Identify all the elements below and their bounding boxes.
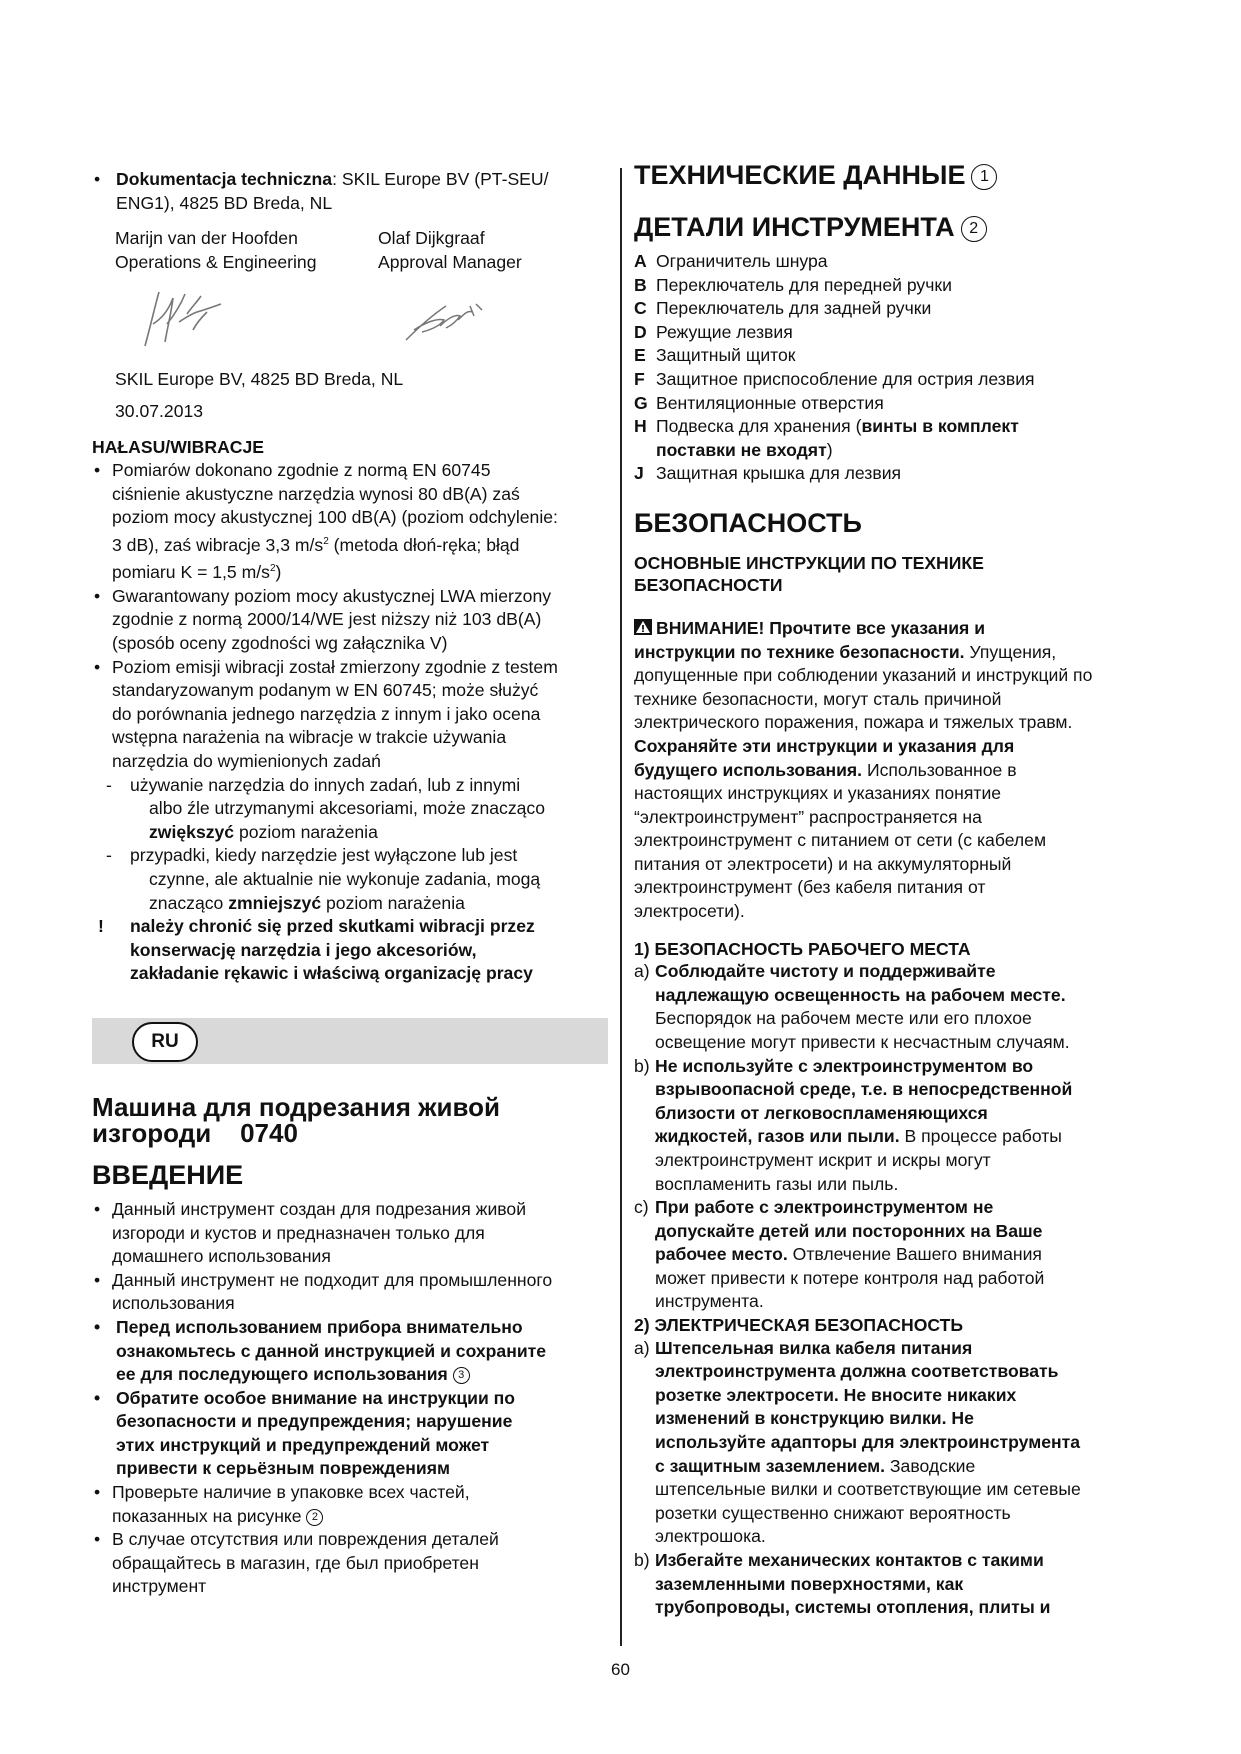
text-line: ознакомьтесь с данной инструкцией и сохраните bbox=[116, 1340, 547, 1361]
bold-text: винты в комплект bbox=[861, 416, 1019, 437]
text-line: (metoda dłoń-ręka; błąd bbox=[328, 534, 520, 555]
part-item bbox=[634, 297, 1154, 321]
text-line: В процессе работы bbox=[899, 1126, 1062, 1147]
text-line: zgodnie z normą 2000/14/WE jest niższy niż 103 dB(A) bbox=[112, 609, 542, 630]
text-line: использования bbox=[112, 1293, 235, 1314]
text-line: розетке электросети. Не вносите никаких bbox=[655, 1384, 1017, 1405]
language-header-bar bbox=[92, 1018, 608, 1064]
text-line: изгороди и кустов и предназначен только для bbox=[112, 1222, 485, 1243]
part-text: Переключатель для задней ручки bbox=[656, 298, 932, 319]
figure-ref-1: 1 bbox=[971, 164, 997, 190]
signatory-1-title: Operations & Engineering bbox=[115, 251, 317, 272]
warning-paragraph bbox=[634, 617, 1154, 924]
part-text: Режущие лезвия bbox=[656, 321, 793, 342]
text-line: показанных на рисунке bbox=[112, 1505, 302, 1526]
text-line: Беспорядок на рабочем месте или его плохое bbox=[655, 1008, 1032, 1029]
signatories bbox=[115, 227, 608, 274]
text-line: pomiaru K = 1,5 m/s bbox=[112, 562, 270, 583]
technical-documentation-item bbox=[92, 168, 608, 215]
text-line: с защитным заземлением. bbox=[655, 1455, 886, 1476]
noise-item-3 bbox=[92, 656, 608, 774]
product-title bbox=[92, 1091, 608, 1148]
heading-line: БЕЗОПАСНОСТИ bbox=[634, 575, 783, 596]
text-line: допущенные при соблюдении указаний и инструкций по bbox=[634, 665, 1093, 686]
signatory-2-name: Olaf Dijkgraaf bbox=[378, 228, 485, 249]
text-line: взрывоопасной среде, т.е. в непосредственной bbox=[655, 1079, 1073, 1100]
part-item bbox=[634, 368, 1154, 392]
text-line: Gwarantowany poziom mocy akustycznej LWA mierzony bbox=[112, 585, 552, 606]
text-line: При работе с электроинструментом не bbox=[655, 1197, 994, 1218]
intro-item-1 bbox=[92, 1198, 608, 1269]
text-line: Перед использованием прибора внимательно bbox=[116, 1316, 523, 1337]
text-line: poziom narażenia bbox=[234, 821, 378, 842]
work-area-item-a bbox=[634, 960, 1154, 1054]
dash-item-2 bbox=[92, 844, 608, 915]
parts-list bbox=[634, 250, 1154, 486]
doc-label: Dokumentacja techniczna bbox=[116, 169, 333, 189]
text-line: czynne, ale aktualnie nie wykonuje zadania, mogą bbox=[149, 868, 541, 889]
basic-safety-heading bbox=[634, 552, 1154, 597]
text-line: Штепсельная вилка кабеля питания bbox=[655, 1337, 973, 1358]
parts-heading bbox=[634, 212, 1154, 242]
text-line: używanie narzędzia do innych zadań, lub z innymi bbox=[130, 774, 521, 795]
text-line: розетки существенно снижают вероятность bbox=[655, 1502, 1011, 1523]
text-line: инструкции по технике безопасности. bbox=[634, 641, 965, 662]
text-line: należy chronić się przed skutkami wibracji przez bbox=[130, 916, 535, 937]
text-line: standaryzowanym podanym w EN 60745; może służyć bbox=[112, 680, 539, 701]
figure-ref-3: 3 bbox=[453, 1367, 470, 1384]
part-item bbox=[634, 321, 1154, 345]
text-line: Не используйте с электроинструментом во bbox=[655, 1055, 1034, 1076]
text-line: Данный инструмент не подходит для промышленного bbox=[112, 1269, 553, 1290]
text-line: Проверьте наличие в упаковке всех частей, bbox=[112, 1482, 470, 1503]
text-line: штепсельные вилки и соответствующие им сетевые bbox=[655, 1479, 1081, 1500]
figure-ref-2: 2 bbox=[306, 1509, 323, 1526]
text-line: безопасности и предупреждения; нарушение bbox=[116, 1411, 513, 1432]
text-line: poziom narażenia bbox=[321, 892, 465, 913]
text-line: инструмент bbox=[112, 1576, 207, 1597]
text-line: Сохраняйте эти инструкции и указания для bbox=[634, 735, 1015, 756]
text-line: воспламенить газы или пыль. bbox=[655, 1173, 899, 1194]
bold-word: zwiększyć bbox=[149, 821, 235, 842]
text-line: albo źle utrzymanymi akcesoriami, może znacząco bbox=[149, 798, 546, 819]
electrical-item-a bbox=[634, 1337, 1154, 1549]
part-text: Ограничитель шнура bbox=[656, 251, 828, 271]
electrical-safety-heading: 2) ЭЛЕКТРИЧЕСКАЯ БЕЗОПАСНОСТЬ bbox=[634, 1315, 964, 1336]
text-line: электросети). bbox=[634, 901, 745, 922]
text-line: инструмента. bbox=[655, 1291, 764, 1312]
work-area-safety-heading: 1) БЕЗОПАСНОСТЬ РАБОЧЕГО МЕСТА bbox=[634, 938, 971, 959]
heading-text: ДЕТАЛИ ИНСТРУМЕНТА bbox=[634, 212, 955, 242]
safety-heading: БЕЗОПАСНОСТЬ bbox=[634, 507, 862, 538]
part-letter: B bbox=[634, 274, 647, 295]
text-line: настоящих инструкциях и указаниях понятие bbox=[634, 783, 1002, 804]
text-line: Соблюдайте чистоту и поддерживайте bbox=[655, 961, 996, 982]
text-line: narzędzia do wymienionych zadań bbox=[112, 751, 381, 771]
text-line: do porównania jednego narzędzia z innym i jako ocena bbox=[112, 703, 541, 724]
noise-vibration-heading: HAŁASU/WIBRACJE bbox=[92, 436, 265, 457]
signature-1-graphic bbox=[137, 284, 227, 354]
text-line: используйте адапторы для электроинструмента bbox=[655, 1431, 1081, 1452]
dash-item-1 bbox=[92, 774, 608, 845]
text-line: надлежащую освещенность на рабочем месте. bbox=[655, 984, 1066, 1005]
part-letter: F bbox=[634, 368, 645, 389]
noise-item-2 bbox=[92, 585, 608, 656]
text-line: Заводские bbox=[885, 1455, 976, 1476]
part-item bbox=[634, 250, 1154, 274]
text-line: ВНИМАНИЕ! Прочтите все указания и bbox=[656, 617, 986, 638]
text-line: znacząco bbox=[149, 892, 229, 913]
text-line: трубопроводы, системы отопления, плиты и bbox=[655, 1597, 1051, 1618]
part-text: Вентиляционные отверстия bbox=[656, 392, 884, 413]
text-line: заземленными поверхностями, как bbox=[655, 1573, 964, 1594]
text-line: может привести к потере контроля над работой bbox=[655, 1267, 1045, 1288]
text-line: электроинструмент с питанием от сети (с кабелем bbox=[634, 830, 1047, 851]
text-line: 3 dB), zaś wibracje 3,3 m/s bbox=[112, 534, 324, 555]
text-line: освещение могут привести к несчастным случаям. bbox=[655, 1031, 1070, 1052]
part-letter: A bbox=[634, 251, 647, 271]
intro-item-4 bbox=[92, 1387, 608, 1481]
text-line: рабочее место. bbox=[655, 1244, 788, 1265]
signatory-2-title: Approval Manager bbox=[378, 251, 522, 272]
item-letter: c) bbox=[634, 1197, 649, 1218]
noise-item-1 bbox=[92, 459, 608, 585]
tech-data-heading bbox=[634, 160, 1154, 190]
text-line: ее для последующего использования bbox=[116, 1364, 448, 1385]
text-line: электроинструмент искрит и искры могут bbox=[655, 1149, 991, 1170]
doc-text-1: : SKIL Europe BV (PT-SEU/ bbox=[332, 169, 549, 189]
text-line: (sposób oceny zgodności wg załącznika V) bbox=[112, 633, 448, 654]
text-line: жидкостей, газов или пыли. bbox=[655, 1126, 900, 1147]
text-line: Избегайте механических контактов с такими bbox=[655, 1549, 1044, 1570]
doc-text-2: ENG1), 4825 BD Breda, NL bbox=[116, 192, 333, 213]
product-title-line-1: Машина для подрезания живой bbox=[92, 1091, 501, 1122]
left-column bbox=[92, 168, 608, 1599]
item-letter: a) bbox=[634, 961, 650, 982]
part-text: Защитный щиток bbox=[656, 345, 796, 366]
part-item bbox=[634, 392, 1154, 416]
part-letter: E bbox=[634, 345, 646, 366]
intro-item-6 bbox=[92, 1528, 608, 1599]
column-divider bbox=[620, 168, 622, 1646]
part-text: ) bbox=[826, 439, 833, 460]
part-letter: G bbox=[634, 392, 648, 413]
product-title-line-2: изгороди 0740 bbox=[92, 1117, 298, 1148]
text-line: электроинструмента должна соответствовать bbox=[655, 1361, 1059, 1382]
text-line: привести к серьёзным повреждениям bbox=[116, 1458, 450, 1479]
text-line: будущего использования. bbox=[634, 759, 863, 780]
text-line: przypadki, kiedy narzędzie jest wyłączone lub jest bbox=[130, 845, 518, 866]
part-letter: C bbox=[634, 298, 647, 319]
part-item bbox=[634, 274, 1154, 298]
text-line: электрошока. bbox=[655, 1526, 766, 1547]
text-line: ) bbox=[275, 562, 282, 583]
text-line: konserwację narzędzia i jego akcesoriów, bbox=[130, 939, 477, 960]
text-line: Данный инструмент создан для подрезания живой bbox=[112, 1198, 527, 1219]
text-line: Упущения, bbox=[964, 641, 1057, 662]
text-line: Использованное в bbox=[862, 759, 1017, 780]
bold-word: zmniejszyć bbox=[228, 892, 322, 913]
right-column bbox=[634, 160, 1154, 1620]
part-text: Подвеска для хранения ( bbox=[656, 416, 862, 437]
text-line: питания от электросети) и на аккумуляторный bbox=[634, 853, 1012, 874]
superscript: 2 bbox=[269, 563, 276, 575]
text-line: wstępna narażenia na wibracje w trakcie używania bbox=[112, 727, 507, 748]
text-line: изменений в конструкцию вилки. Не bbox=[655, 1408, 974, 1429]
text-line: допускайте детей или посторонних на Ваше bbox=[655, 1220, 1043, 1241]
text-line: “электроинструмент” распространяется на bbox=[634, 806, 982, 827]
electrical-item-b bbox=[634, 1549, 1154, 1620]
text-line: близости от легковоспламеняющихся bbox=[655, 1102, 988, 1123]
date: 30.07.2013 bbox=[115, 400, 204, 421]
bold-text: поставки не входят bbox=[656, 439, 827, 460]
superscript: 2 bbox=[323, 535, 329, 547]
part-item bbox=[634, 415, 1154, 462]
text-line: zakładanie rękawic i właściwą organizację pracy bbox=[130, 963, 533, 984]
item-letter: b) bbox=[634, 1549, 650, 1570]
item-letter: a) bbox=[634, 1337, 650, 1358]
part-item bbox=[634, 344, 1154, 368]
text-line: ciśnienie akustyczne narzędzia wynosi 80 dB(A) zaś bbox=[112, 483, 520, 504]
text-line: Pomiarów dokonano zgodnie z normą EN 60745 bbox=[112, 460, 491, 481]
work-area-item-c bbox=[634, 1196, 1154, 1314]
part-letter: D bbox=[634, 321, 647, 342]
text-line: Poziom emisji wibracji został zmierzony zgodnie z testem bbox=[112, 656, 558, 677]
intro-item-2 bbox=[92, 1269, 608, 1316]
text-line: электроинструмент (без кабеля питания от bbox=[634, 877, 986, 898]
page-number: 60 bbox=[611, 1660, 630, 1679]
signatures-area bbox=[115, 274, 608, 368]
warning-triangle-icon bbox=[634, 619, 652, 635]
intro-item-5 bbox=[92, 1481, 608, 1528]
company-line: SKIL Europe BV, 4825 BD Breda, NL bbox=[115, 369, 404, 390]
signatory-1-name: Marijn van der Hoofden bbox=[115, 228, 298, 249]
part-item bbox=[634, 462, 1154, 486]
item-letter: b) bbox=[634, 1055, 650, 1076]
part-text: Защитное приспособление для острия лезвия bbox=[656, 368, 1035, 389]
text-line: poziom mocy akustycznej 100 dB(A) (poziom odchylenie: bbox=[112, 507, 558, 528]
signature-2-graphic bbox=[400, 296, 490, 346]
exclamation-mark: ! bbox=[98, 916, 104, 937]
text-line: технике безопасности, могут сталь причиной bbox=[634, 688, 1002, 709]
text-line: этих инструкций и предупреждений может bbox=[116, 1434, 490, 1455]
part-letter: J bbox=[634, 463, 644, 484]
text-line: Отвлечение Вашего внимания bbox=[787, 1244, 1042, 1265]
part-text: Защитная крышка для лезвия bbox=[656, 463, 902, 484]
intro-item-3 bbox=[92, 1316, 608, 1387]
figure-ref-2: 2 bbox=[961, 216, 987, 242]
text-line: электрического поражения, пожара и тяжелых травм. bbox=[634, 712, 1073, 733]
vibration-warning bbox=[92, 915, 608, 986]
language-badge-ru: RU bbox=[132, 1022, 198, 1062]
part-text: Переключатель для передней ручки bbox=[656, 274, 952, 295]
heading-line: ОСНОВНЫЕ ИНСТРУКЦИИ ПО ТЕХНИКЕ bbox=[634, 552, 984, 573]
text-line: В случае отсутствия или повреждения деталей bbox=[112, 1529, 499, 1550]
text-line: обращайтесь в магазин, где был приобретен bbox=[112, 1552, 479, 1573]
part-letter: H bbox=[634, 416, 647, 437]
work-area-item-b bbox=[634, 1055, 1154, 1197]
text-line: домашнего использования bbox=[112, 1246, 331, 1267]
heading-text: ТЕХНИЧЕСКИЕ ДАННЫЕ bbox=[634, 160, 966, 190]
text-line: Обратите особое внимание на инструкции по bbox=[116, 1387, 516, 1408]
intro-heading: ВВЕДЕНИЕ bbox=[92, 1159, 244, 1190]
